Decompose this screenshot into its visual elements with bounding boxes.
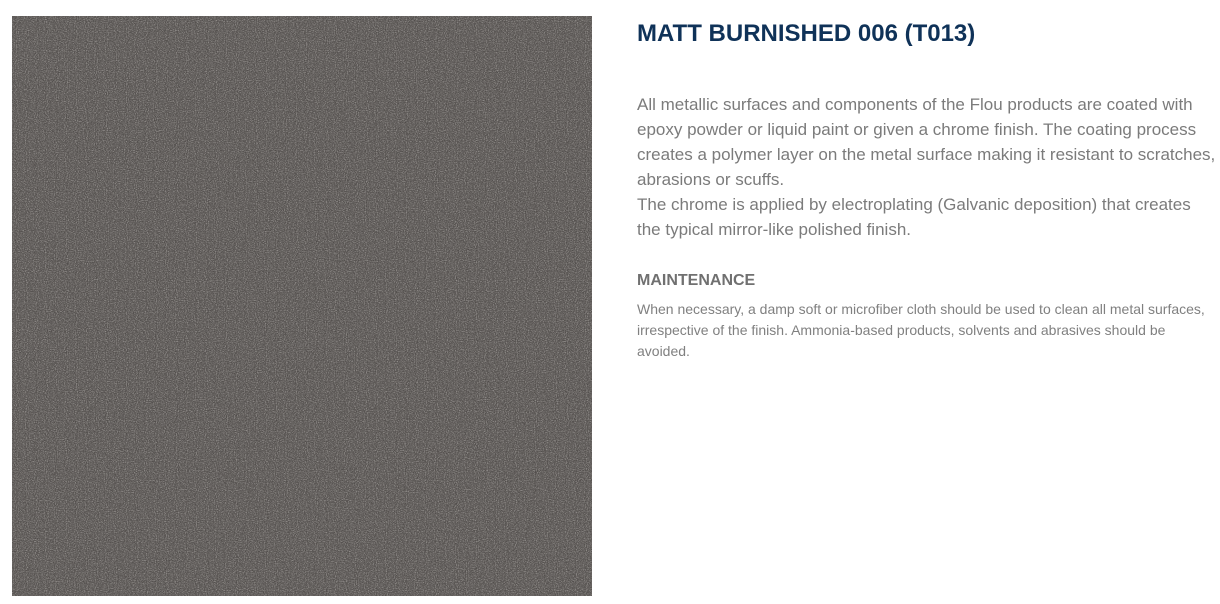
maintenance-heading: MAINTENANCE bbox=[637, 272, 756, 289]
swatch-texture bbox=[12, 16, 592, 596]
product-description bbox=[637, 92, 1217, 242]
finish-swatch-image bbox=[12, 16, 592, 596]
maintenance-text: When necessary, a damp soft or microfiber cloth should be used to clean all metal surfaces, irrespective of the finish. Ammonia-based products, solvents and abrasives should be avoided. bbox=[637, 301, 1205, 359]
description-paragraph: All metallic surfaces and components of the Flou products are coated with epoxy powder or liquid paint or given a chrome finish. The coating process creates a polymer layer on the metal surface making it resistant to scratches, abrasions or scuffs. bbox=[637, 95, 1216, 189]
product-details bbox=[637, 18, 1217, 362]
product-title: MATT BURNISHED 006 (T013) bbox=[637, 20, 976, 47]
description-paragraph: The chrome is applied by electroplating (Galvanic deposition) that creates the typical mirror-like polished finish. bbox=[637, 195, 1191, 239]
